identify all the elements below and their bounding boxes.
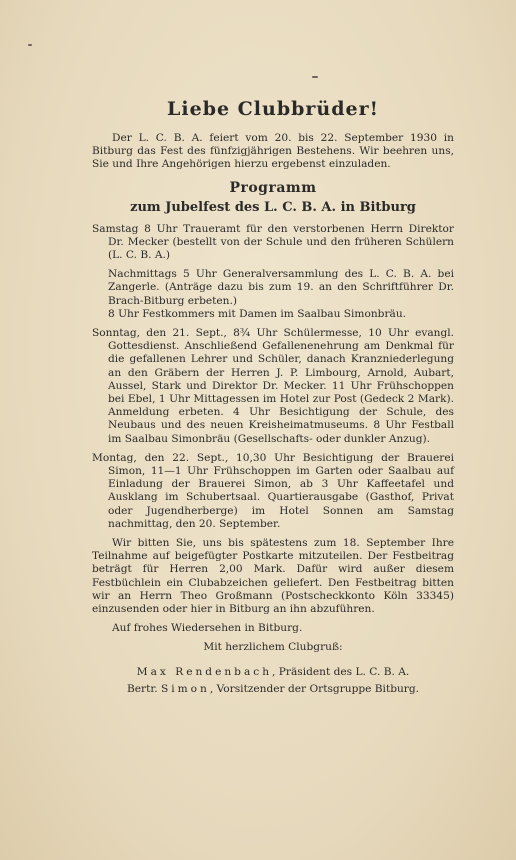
program-title: Programm <box>229 179 317 196</box>
saturday-entry: Samstag 8 Uhr Traueramt für den verstorbenen Herrn Direktor Dr. Mecker (bestellt von der Schule und den früheren Schülern (L. C. B. A.) <box>92 222 454 262</box>
signature-prefix: Bertr. <box>126 682 158 695</box>
signature-name: Max Rendenbach <box>136 665 273 678</box>
speck-mark <box>28 44 32 46</box>
saturday-afternoon: Nachmittags 5 Uhr Generalversammlung des L. C. B. A. bei Zangerle. (Anträge dazu bis zum 19. an den Schriftführer Dr. Brach-Bitburg erbeten.) <box>108 268 454 307</box>
monday-entry: Montag, den 22. Sept., 10,30 Uhr Besichtigung der Brauerei Simon, 11—1 Uhr Frühschoppen im Garten oder Saalbau auf Einladung der Brauerei Simon, ab 3 Uhr Kaffeetafel und Ausklang im Schubertsaal. Quartierausgabe (Gasthof, Privat oder Jugendherberge) im Hotel Sonnen am Samstag nachmittag, den 20. September. <box>92 451 454 530</box>
program-subtitle: zum Jubelfest des L. C. B. A. in Bitburg <box>130 199 416 215</box>
letter-title: Liebe Clubbrüder! <box>167 98 379 120</box>
closing-paragraph: Wir bitten Sie, uns bis spätestens zum 18. September Ihre Teilnahme auf beigefügter Postkarte mitzuteilen. Der Festbeitrag beträgt für Herren 2,00 Mark. Dafür wird außer diesem Festbüchlein ein Clubabzeichen geliefert. Den Festbeitrag bitten wir an Herrn Theo Großmann (Postscheckkonto Köln 33345) einzusenden oder hier in Bitburg an ihn abzuführen. <box>92 537 454 616</box>
signature-name: Simon <box>160 682 210 695</box>
speck-mark <box>312 76 318 78</box>
signature-role: , Vorsitzender der Ortsgruppe Bitburg. <box>209 682 420 695</box>
club-greeting: Mit herzlichem Clubgruß: <box>203 640 343 653</box>
signature-president <box>92 666 454 679</box>
greeting-line: Auf frohes Wiedersehen in Bitburg. <box>112 622 303 635</box>
sunday-entry: Sonntag, den 21. Sept., 8¾ Uhr Schülermesse, 10 Uhr evangl. Gottesdienst. Anschließend Gefallenenehrung am Denkmal für die gefallenen Lehrer und Schüler, danach Kranzniederlegung an den Gräbern der Herren J. P. Limbourg, Arnold, Aubart, Aussel, Stark und Direktor Dr. Mecker. 11 Uhr Frühschoppen bei Ebel, 1 Uhr Mittagessen im Hotel zur Post (Gedeck 2 Mark). Anmeldung erbeten. 4 Uhr Besichtigung der Schule, des Neubaus und des neuen Kreisheimatmuseums. 8 Uhr Festball im Saalbau Simonbräu (Gesellschafts- oder dunkler Anzug). <box>92 327 454 445</box>
intro-paragraph: Der L. C. B. A. feiert vom 20. bis 22. September 1930 in Bitburg das Fest des fünfzigjährigen Bestehens. Wir beehren uns, Sie und Ihre Angehörigen hierzu ergebenst einzuladen. <box>92 132 454 171</box>
signature-role: , Präsident des L. C. B. A. <box>272 665 410 678</box>
signature-chair <box>92 683 454 696</box>
saturday-evening: 8 Uhr Festkommers mit Damen im Saalbau Simonbräu. <box>108 307 407 320</box>
